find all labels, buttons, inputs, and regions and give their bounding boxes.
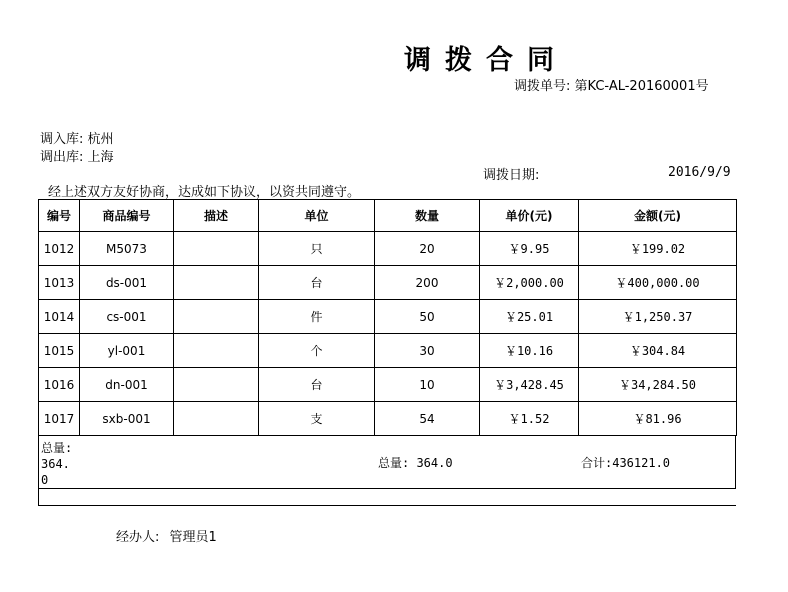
- cell-description: [174, 266, 259, 300]
- cell-description: [174, 232, 259, 266]
- cell-description: [174, 334, 259, 368]
- cell-unit: 件: [259, 300, 375, 334]
- cell-unit-price: ￥10.16: [480, 334, 579, 368]
- table-row: [39, 266, 737, 300]
- cell-quantity: 54: [375, 402, 480, 436]
- blank-row: [38, 488, 736, 506]
- cell-quantity: 200: [375, 266, 480, 300]
- cell-unit-price: ￥25.01: [480, 300, 579, 334]
- cell-unit: 台: [259, 266, 375, 300]
- cell-unit: 个: [259, 334, 375, 368]
- cell-unit: 支: [259, 402, 375, 436]
- cell-unit-price: ￥1.52: [480, 402, 579, 436]
- column-header: 商品编号: [80, 200, 174, 232]
- cell-unit-price: ￥3,428.45: [480, 368, 579, 402]
- cell-id: 1012: [39, 232, 80, 266]
- cell-unit-price: ￥9.95: [480, 232, 579, 266]
- transfer-date-label: 调拨日期:: [483, 168, 540, 183]
- table-row: [39, 402, 737, 436]
- total-quantity: 总量: 364.0: [378, 456, 453, 470]
- cell-description: [174, 300, 259, 334]
- transfer-in-label: 调入库:: [40, 132, 84, 147]
- transfer-in-value: 杭州: [87, 132, 114, 147]
- table-row: [39, 232, 737, 266]
- cell-id: 1013: [39, 266, 80, 300]
- column-header: 金额(元): [579, 200, 737, 232]
- table-row: [39, 300, 737, 334]
- cell-description: [174, 402, 259, 436]
- cell-id: 1015: [39, 334, 80, 368]
- transfer-date-value: 2016/9/9: [668, 165, 731, 180]
- cell-id: 1017: [39, 402, 80, 436]
- column-header: 单价(元): [480, 200, 579, 232]
- cell-quantity: 10: [375, 368, 480, 402]
- transfer-out-label: 调出库:: [40, 150, 84, 165]
- table-row: [39, 368, 737, 402]
- table-row: [39, 334, 737, 368]
- total-quantity-left: 总量:364.0: [41, 441, 73, 487]
- column-header: 描述: [174, 200, 259, 232]
- totals-row: [38, 435, 736, 489]
- table-header-row: [39, 200, 737, 232]
- column-header: 单位: [259, 200, 375, 232]
- handler-value: 管理员1: [169, 530, 217, 545]
- cell-id: 1016: [39, 368, 80, 402]
- handler: [116, 526, 217, 545]
- cell-unit: 台: [259, 368, 375, 402]
- cell-product-code: sxb-001: [80, 402, 174, 436]
- cell-quantity: 50: [375, 300, 480, 334]
- order-number: [514, 75, 709, 94]
- order-number-value: 第KC-AL-20160001号: [574, 79, 709, 94]
- handler-label: 经办人:: [116, 530, 160, 545]
- document-title: 调拨合同: [404, 45, 568, 76]
- total-sum: 合计:436121.0: [581, 456, 671, 470]
- cell-description: [174, 368, 259, 402]
- cell-product-code: cs-001: [80, 300, 174, 334]
- cell-product-code: M5073: [80, 232, 174, 266]
- transfer-out: [40, 146, 114, 165]
- cell-amount: ￥199.02: [579, 232, 737, 266]
- cell-product-code: yl-001: [80, 334, 174, 368]
- cell-amount: ￥1,250.37: [579, 300, 737, 334]
- cell-amount: ￥34,284.50: [579, 368, 737, 402]
- cell-product-code: dn-001: [80, 368, 174, 402]
- order-number-label: 调拨单号:: [514, 79, 571, 94]
- column-header: 数量: [375, 200, 480, 232]
- cell-quantity: 20: [375, 232, 480, 266]
- column-header: 编号: [39, 200, 80, 232]
- cell-product-code: ds-001: [80, 266, 174, 300]
- cell-amount: ￥304.84: [579, 334, 737, 368]
- items-table: [38, 199, 737, 436]
- cell-amount: ￥81.96: [579, 402, 737, 436]
- transfer-in: [40, 128, 114, 147]
- cell-quantity: 30: [375, 334, 480, 368]
- cell-unit: 只: [259, 232, 375, 266]
- transfer-out-value: 上海: [87, 150, 114, 165]
- cell-amount: ￥400,000.00: [579, 266, 737, 300]
- cell-id: 1014: [39, 300, 80, 334]
- agreement-intro: 经上述双方友好协商，达成如下协议，以资共同遵守。: [48, 185, 361, 200]
- cell-unit-price: ￥2,000.00: [480, 266, 579, 300]
